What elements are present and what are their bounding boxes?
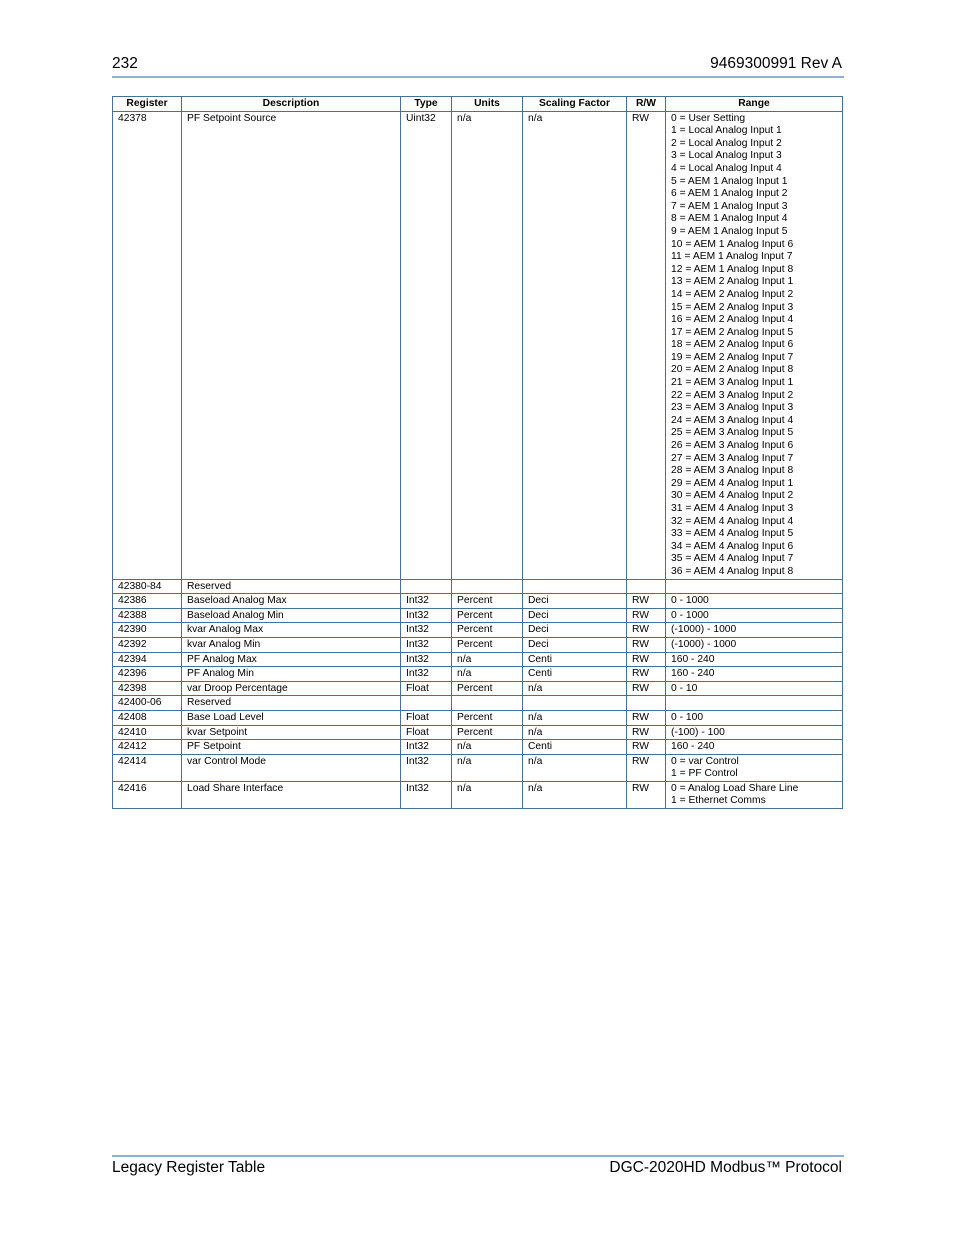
cell-units: n/a <box>452 754 523 781</box>
cell-range <box>666 637 843 652</box>
cell-description: PF Setpoint <box>182 740 401 755</box>
range-value: 24 = AEM 3 Analog Input 4 <box>671 414 794 426</box>
range-value: 1 = Ethernet Comms <box>671 795 766 807</box>
cell-type: Float <box>401 725 452 740</box>
cell-units: Percent <box>452 623 523 638</box>
cell-rw: RW <box>627 681 666 696</box>
cell-range <box>666 667 843 682</box>
range-value: 17 = AEM 2 Analog Input 5 <box>671 326 794 338</box>
cell-description: Baseload Analog Min <box>182 608 401 623</box>
cell-type: Int32 <box>401 667 452 682</box>
cell-type <box>401 696 452 711</box>
range-value: 0 - 1000 <box>671 595 709 607</box>
cell-scaling-factor: Deci <box>523 608 627 623</box>
table-row <box>113 637 843 652</box>
cell-register: 42392 <box>113 637 182 652</box>
range-value: 18 = AEM 2 Analog Input 6 <box>671 339 794 351</box>
column-header-description: Description <box>182 97 401 112</box>
cell-units: Percent <box>452 608 523 623</box>
cell-units: n/a <box>452 781 523 808</box>
cell-range <box>666 623 843 638</box>
cell-units: n/a <box>452 667 523 682</box>
column-header-register: Register <box>113 97 182 112</box>
range-value: (-1000) - 1000 <box>671 638 737 650</box>
cell-units: n/a <box>452 111 523 579</box>
range-value: 13 = AEM 2 Analog Input 1 <box>671 276 794 288</box>
cell-units <box>452 579 523 594</box>
column-header-units: Units <box>452 97 523 112</box>
cell-register: 42380-84 <box>113 579 182 594</box>
table-row <box>113 608 843 623</box>
page-header <box>112 55 842 75</box>
range-value: 27 = AEM 3 Analog Input 7 <box>671 452 794 464</box>
cell-range <box>666 681 843 696</box>
cell-rw: RW <box>627 781 666 808</box>
footer-rule <box>112 1155 844 1157</box>
range-value: 6 = AEM 1 Analog Input 2 <box>671 188 788 200</box>
table-row <box>113 579 843 594</box>
header-rule <box>112 76 844 78</box>
cell-rw: RW <box>627 623 666 638</box>
cell-register: 42394 <box>113 652 182 667</box>
range-value: 33 = AEM 4 Analog Input 5 <box>671 528 794 540</box>
range-value: 2 = Local Analog Input 2 <box>671 137 782 149</box>
cell-rw: RW <box>627 754 666 781</box>
document-id: 9469300991 Rev A <box>710 55 842 72</box>
cell-rw: RW <box>627 725 666 740</box>
cell-rw: RW <box>627 652 666 667</box>
table-row <box>113 623 843 638</box>
cell-rw: RW <box>627 740 666 755</box>
cell-range <box>666 781 843 808</box>
cell-range <box>666 710 843 725</box>
cell-register: 42390 <box>113 623 182 638</box>
table-row <box>113 740 843 755</box>
cell-units <box>452 696 523 711</box>
register-table <box>112 96 843 809</box>
range-value: 7 = AEM 1 Analog Input 3 <box>671 200 788 212</box>
range-value: 0 - 100 <box>671 711 704 723</box>
cell-range <box>666 725 843 740</box>
cell-scaling-factor: Centi <box>523 740 627 755</box>
cell-units: Percent <box>452 710 523 725</box>
range-value: 160 - 240 <box>671 741 715 753</box>
cell-rw: RW <box>627 637 666 652</box>
cell-scaling-factor <box>523 696 627 711</box>
cell-scaling-factor: n/a <box>523 754 627 781</box>
table-row <box>113 652 843 667</box>
cell-type: Float <box>401 681 452 696</box>
cell-type: Int32 <box>401 754 452 781</box>
cell-type: Int32 <box>401 740 452 755</box>
cell-range <box>666 594 843 609</box>
cell-description: PF Analog Max <box>182 652 401 667</box>
cell-range <box>666 754 843 781</box>
cell-units: Percent <box>452 637 523 652</box>
cell-register: 42396 <box>113 667 182 682</box>
cell-type: Int32 <box>401 652 452 667</box>
range-value: (-1000) - 1000 <box>671 624 737 636</box>
cell-scaling-factor: Deci <box>523 637 627 652</box>
cell-units: Percent <box>452 594 523 609</box>
column-header-scaling-factor: Scaling Factor <box>523 97 627 112</box>
range-value: 19 = AEM 2 Analog Input 7 <box>671 351 794 363</box>
cell-description: kvar Analog Max <box>182 623 401 638</box>
range-value: 11 = AEM 1 Analog Input 7 <box>671 251 793 263</box>
table-header-row <box>113 97 843 112</box>
cell-range <box>666 696 843 711</box>
page-footer <box>112 1159 842 1179</box>
range-value <box>671 581 837 594</box>
range-value: 4 = Local Analog Input 4 <box>671 162 782 174</box>
cell-scaling-factor: Centi <box>523 667 627 682</box>
range-value: 1 = PF Control <box>671 768 738 780</box>
cell-register: 42408 <box>113 710 182 725</box>
cell-range <box>666 652 843 667</box>
table-row <box>113 725 843 740</box>
column-header-type: Type <box>401 97 452 112</box>
cell-description: Base Load Level <box>182 710 401 725</box>
cell-units: Percent <box>452 725 523 740</box>
cell-type: Float <box>401 710 452 725</box>
cell-scaling-factor: n/a <box>523 111 627 579</box>
cell-rw: RW <box>627 608 666 623</box>
table-row <box>113 696 843 711</box>
table-body <box>113 111 843 808</box>
cell-type: Uint32 <box>401 111 452 579</box>
cell-register: 42412 <box>113 740 182 755</box>
cell-description: Reserved <box>182 696 401 711</box>
cell-type: Int32 <box>401 623 452 638</box>
cell-scaling-factor: Centi <box>523 652 627 667</box>
range-value: 16 = AEM 2 Analog Input 4 <box>671 314 794 326</box>
range-value: 1 = Local Analog Input 1 <box>671 125 782 137</box>
range-value: 0 - 10 <box>671 682 698 694</box>
cell-rw: RW <box>627 667 666 682</box>
cell-description: kvar Setpoint <box>182 725 401 740</box>
range-value: 28 = AEM 3 Analog Input 8 <box>671 465 794 477</box>
cell-register: 42398 <box>113 681 182 696</box>
range-value: 3 = Local Analog Input 3 <box>671 150 782 162</box>
table-row <box>113 594 843 609</box>
table-row <box>113 681 843 696</box>
range-value: 31 = AEM 4 Analog Input 3 <box>671 503 794 514</box>
cell-description: var Droop Percentage <box>182 681 401 696</box>
range-value: 0 - 1000 <box>671 609 709 621</box>
range-value: 35 = AEM 4 Analog Input 7 <box>671 553 794 565</box>
cell-rw <box>627 696 666 711</box>
cell-type <box>401 579 452 594</box>
cell-units: n/a <box>452 652 523 667</box>
cell-type: Int32 <box>401 594 452 609</box>
range-value: 0 = Analog Load Share Line <box>671 782 799 794</box>
cell-scaling-factor: Deci <box>523 623 627 638</box>
range-value: 10 = AEM 1 Analog Input 6 <box>671 238 794 250</box>
cell-rw: RW <box>627 111 666 579</box>
cell-units: Percent <box>452 681 523 696</box>
range-value: 5 = AEM 1 Analog Input 1 <box>671 175 788 187</box>
cell-register: 42414 <box>113 754 182 781</box>
range-value: 26 = AEM 3 Analog Input 6 <box>671 440 794 452</box>
cell-scaling-factor: n/a <box>523 681 627 696</box>
cell-type: Int32 <box>401 637 452 652</box>
cell-register: 42400-06 <box>113 696 182 711</box>
range-value: 36 = AEM 4 Analog Input 8 <box>671 565 794 577</box>
section-title: Legacy Register Table <box>112 1159 266 1176</box>
cell-register: 42416 <box>113 781 182 808</box>
range-value: 14 = AEM 2 Analog Input 2 <box>671 288 794 300</box>
range-value <box>671 697 837 710</box>
cell-register: 42388 <box>113 608 182 623</box>
table-row <box>113 667 843 682</box>
cell-register: 42410 <box>113 725 182 740</box>
cell-range <box>666 111 843 579</box>
cell-scaling-factor: Deci <box>523 594 627 609</box>
range-value: 0 = var Control <box>671 755 739 767</box>
cell-register: 42386 <box>113 594 182 609</box>
column-header-range: Range <box>666 97 843 112</box>
table-row <box>113 111 843 579</box>
range-value: 8 = AEM 1 Analog Input 4 <box>671 213 788 225</box>
table-row <box>113 754 843 781</box>
page-number: 232 <box>112 55 138 72</box>
range-value: 0 = User Setting <box>671 112 746 124</box>
cell-description: Baseload Analog Max <box>182 594 401 609</box>
cell-description: PF Setpoint Source <box>182 111 401 579</box>
range-value: 160 - 240 <box>671 668 715 680</box>
range-value: 23 = AEM 3 Analog Input 3 <box>671 402 794 414</box>
cell-scaling-factor <box>523 579 627 594</box>
range-value: 32 = AEM 4 Analog Input 4 <box>671 515 794 527</box>
cell-scaling-factor: n/a <box>523 781 627 808</box>
cell-scaling-factor: n/a <box>523 710 627 725</box>
range-value: (-100) - 100 <box>671 726 725 738</box>
cell-range <box>666 740 843 755</box>
cell-type: Int32 <box>401 608 452 623</box>
cell-range <box>666 608 843 623</box>
cell-rw <box>627 579 666 594</box>
column-header-rw: R/W <box>627 97 666 112</box>
cell-rw: RW <box>627 710 666 725</box>
range-value: 30 = AEM 4 Analog Input 2 <box>671 490 794 502</box>
table-row <box>113 710 843 725</box>
range-value: 34 = AEM 4 Analog Input 6 <box>671 540 794 552</box>
range-value: 21 = AEM 3 Analog Input 1 <box>671 377 794 389</box>
cell-range <box>666 579 843 594</box>
cell-description: Load Share Interface <box>182 781 401 808</box>
cell-description: PF Analog Min <box>182 667 401 682</box>
cell-register: 42378 <box>113 111 182 579</box>
range-value: 20 = AEM 2 Analog Input 8 <box>671 364 794 376</box>
range-value: 29 = AEM 4 Analog Input 1 <box>671 477 794 489</box>
range-value: 22 = AEM 3 Analog Input 2 <box>671 389 794 401</box>
cell-rw: RW <box>627 594 666 609</box>
cell-description: kvar Analog Min <box>182 637 401 652</box>
cell-units: n/a <box>452 740 523 755</box>
range-value: 9 = AEM 1 Analog Input 5 <box>671 225 788 237</box>
cell-description: Reserved <box>182 579 401 594</box>
range-value: 15 = AEM 2 Analog Input 3 <box>671 301 794 313</box>
cell-type: Int32 <box>401 781 452 808</box>
range-value: 25 = AEM 3 Analog Input 5 <box>671 427 794 439</box>
range-value: 12 = AEM 1 Analog Input 8 <box>671 263 794 275</box>
cell-description: var Control Mode <box>182 754 401 781</box>
cell-scaling-factor: n/a <box>523 725 627 740</box>
product-title: DGC-2020HD Modbus™ Protocol <box>609 1159 842 1176</box>
range-value: 160 - 240 <box>671 653 715 665</box>
table-row <box>113 781 843 808</box>
